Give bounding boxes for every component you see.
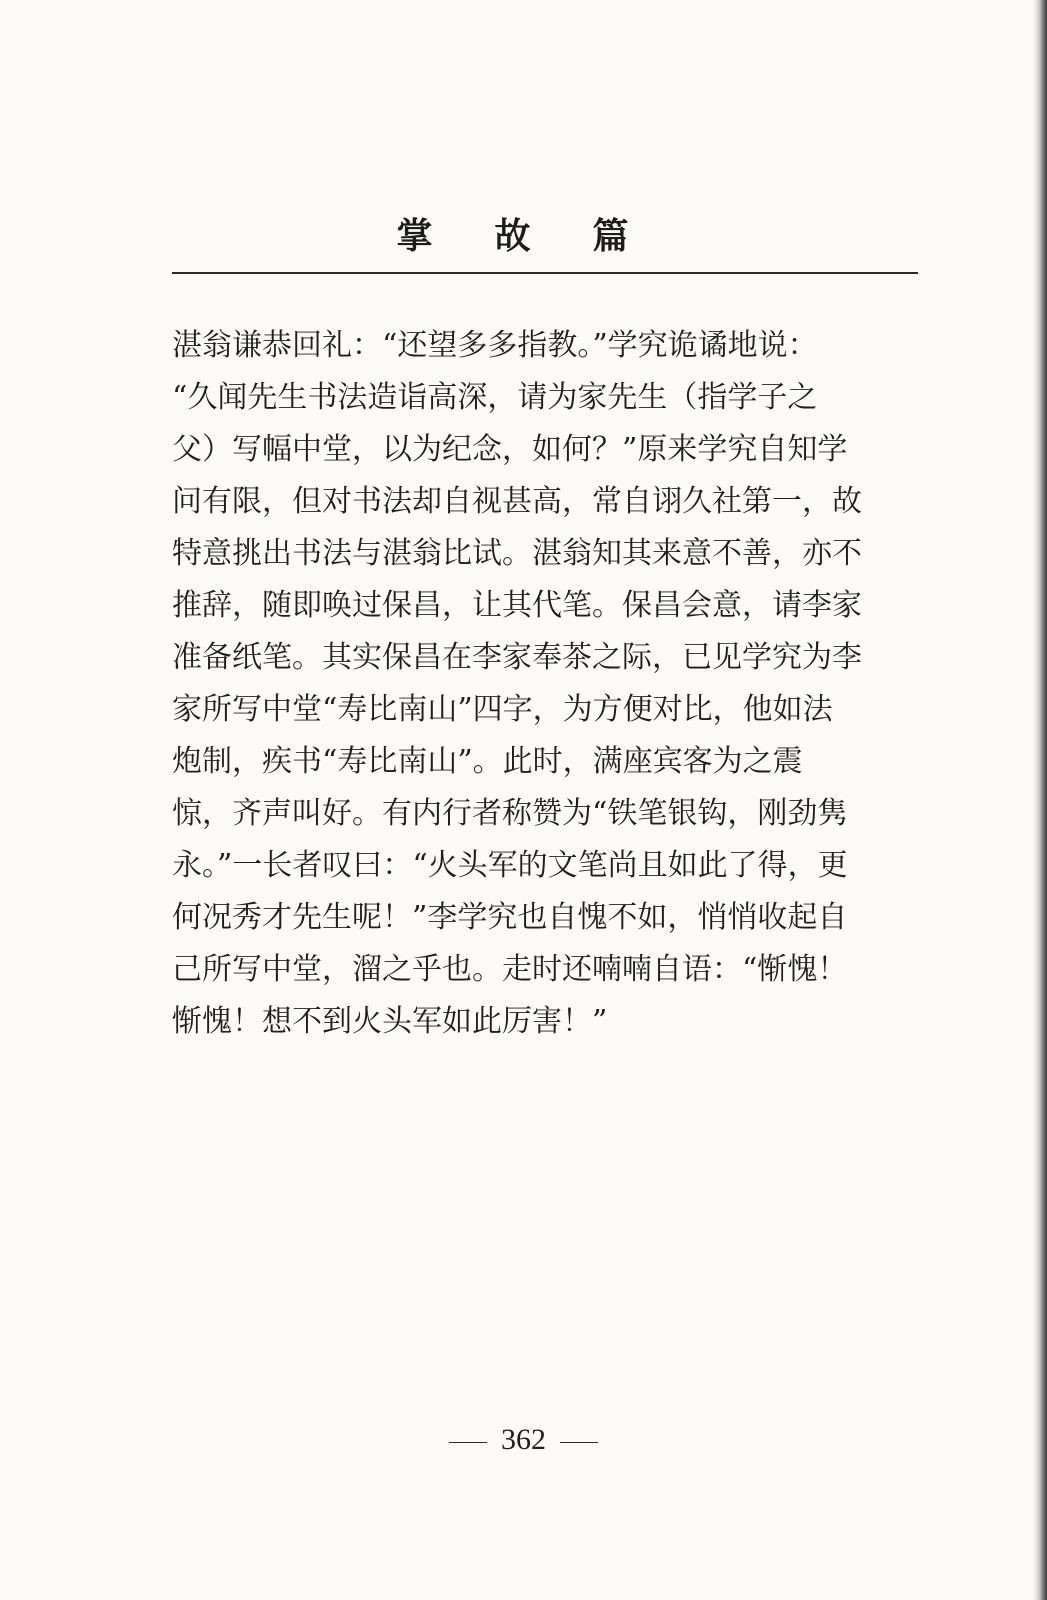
body-line: 推辞，随即唤过保昌，让其代笔。保昌会意，请李家 bbox=[172, 588, 862, 623]
body-line: 惊，齐声叫好。有内行者称赞为“铁笔银钩，刚劲隽 bbox=[172, 796, 848, 831]
footer-dash-left bbox=[449, 1442, 487, 1443]
body-text bbox=[172, 320, 932, 1048]
body-line: 己所写中堂，溜之乎也。走时还喃喃自语：“惭愧！ bbox=[172, 952, 848, 987]
page-number: 362 bbox=[501, 1423, 546, 1456]
body-line: 问有限，但对书法却自视甚高，常自诩久社第一，故 bbox=[172, 484, 862, 519]
body-line: 准备纸笔。其实保昌在李家奉茶之际，已见学究为李 bbox=[172, 640, 862, 675]
body-line: 永。”一长者叹曰：“火头军的文笔尚且如此了得，更 bbox=[172, 848, 848, 883]
header-rule bbox=[172, 272, 918, 274]
body-line: 湛翁谦恭回礼：“还望多多指教。”学究诡谲地说： bbox=[172, 328, 818, 363]
footer-dash-right bbox=[560, 1442, 598, 1443]
body-line: “久闻先生书法造诣高深，请为家先生（指学子之 bbox=[172, 380, 818, 415]
running-header-title: 掌故篇 bbox=[396, 215, 691, 257]
body-line: 炮制，疾书“寿比南山”。此时，满座宾客为之震 bbox=[172, 744, 803, 779]
body-line: 家所写中堂“寿比南山”四字，为方便对比，他如法 bbox=[172, 692, 833, 727]
body-line: 惭愧！想不到火头军如此厉害！” bbox=[172, 1004, 608, 1039]
body-line: 父）写幅中堂，以为纪念，如何？”原来学究自知学 bbox=[172, 432, 848, 467]
body-line: 特意挑出书法与湛翁比试。湛翁知其来意不善，亦不 bbox=[172, 536, 862, 571]
body-line: 何况秀才先生呢！”李学究也自愧不如，悄悄收起自 bbox=[172, 900, 848, 935]
page-footer bbox=[0, 1425, 1047, 1455]
